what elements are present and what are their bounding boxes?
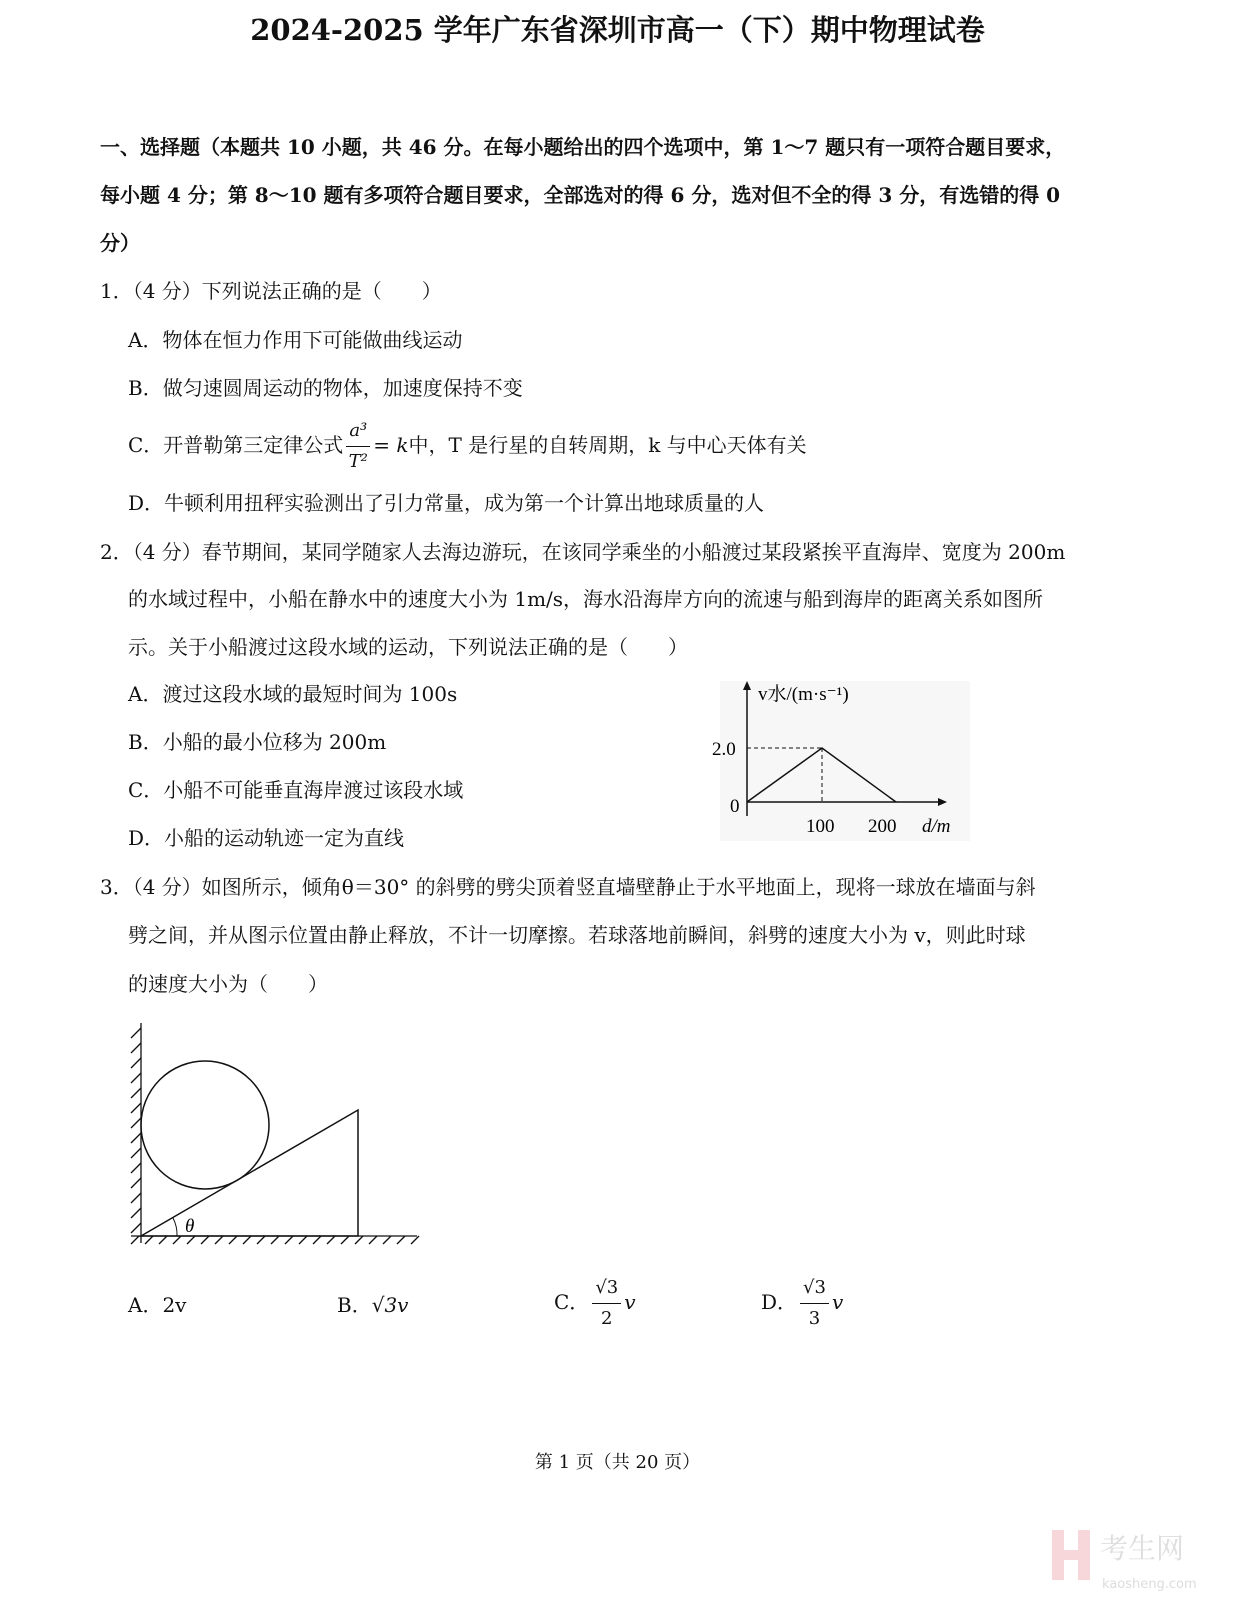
q1-option-c: [128, 418, 807, 475]
section-header: 一、选择题（本题共 10 小题，共 46 分。在每小题给出的四个选项中，第 1～7 题只有一项符合题目要求，: [100, 135, 1066, 159]
variable: v: [624, 1290, 636, 1314]
page-title: 2024-2025 学年广东省深圳市高一（下）期中物理试卷: [250, 13, 985, 47]
question-2-stem: 2．（4 分）春节期间，某同学随家人去海边游玩，在该同学乘坐的小船渡过某段紧挨平直海岸、宽度为 200m: [100, 540, 1066, 564]
origin-label: 0: [730, 796, 740, 817]
question-2-stem: 的水域过程中，小船在静水中的速度大小为 1m/s，海水沿海岸方向的流速与船到海岸的距离关系如图所: [128, 587, 1044, 611]
numerator: √3: [592, 1275, 621, 1304]
q1-option-b: B．做匀速圆周运动的物体，加速度保持不变: [128, 376, 523, 400]
option-label: B．: [337, 1293, 372, 1317]
option-value: √3v: [371, 1293, 409, 1317]
ball: [141, 1061, 269, 1189]
q2-option-b: B．小船的最小位移为 200m: [128, 730, 387, 754]
y-tick: 2.0: [712, 739, 736, 760]
question-1-stem: 1．（4 分）下列说法正确的是（ ）: [100, 279, 442, 303]
ground-hatching: [131, 1236, 419, 1244]
wedge-ball-diagram: [125, 1018, 425, 1253]
watermark-url: kaosheng.com: [1102, 1577, 1197, 1592]
angle-label: θ: [185, 1216, 195, 1237]
option-fraction: [592, 1275, 621, 1332]
watermark-logo: [1052, 1518, 1222, 1598]
denominator: T²: [348, 451, 368, 472]
x-tick: 100: [806, 816, 835, 837]
option-label: C．: [554, 1290, 590, 1314]
q2-option-d: D．小船的运动轨迹一定为直线: [128, 826, 405, 850]
formula-eq: = k: [373, 433, 409, 457]
x-axis-label: d/m: [922, 816, 951, 837]
velocity-distance-graph: [700, 676, 990, 846]
option-label: D．: [761, 1290, 798, 1314]
angle-arc: [173, 1218, 177, 1236]
q1-option-a: A．物体在恒力作用下可能做曲线运动: [128, 328, 463, 352]
y-axis-label: v水/(m·s⁻¹): [758, 684, 849, 705]
variable: v: [831, 1290, 844, 1314]
q3-option-a: A．2v: [128, 1293, 187, 1317]
q3-option-d: [761, 1272, 843, 1332]
question-2-stem: 示。关于小船渡过这段水域的运动，下列说法正确的是（ ）: [128, 635, 688, 659]
wall-hatching: [131, 1023, 141, 1243]
question-3-stem: 的速度大小为（ ）: [128, 972, 328, 996]
numerator: √3: [800, 1275, 829, 1304]
q2-option-a: A．渡过这段水域的最短时间为 100s: [128, 682, 458, 706]
option-text: C．开普勒第三定律公式: [128, 433, 344, 457]
page-footer: 第 1 页（共 20 页）: [534, 1452, 701, 1473]
numerator: a³: [346, 418, 370, 447]
question-3-stem: 3．（4 分）如图所示，倾角θ＝30° 的斜劈的劈尖顶着竖直墙壁静止于水平地面上，现将一球放在墙面与斜: [100, 875, 1036, 899]
kaosheng-logo-icon: [1052, 1518, 1222, 1598]
question-3-stem: 劈之间，并从图示位置由静止释放，不计一切摩擦。若球落地前瞬间，斜劈的速度大小为 v，则此时球: [128, 923, 1026, 947]
section-header: 每小题 4 分；第 8～10 题有多项符合题目要求，全部选对的得 6 分，选对但不全的得 3 分，有选错的得 0: [100, 183, 1061, 207]
option-fraction: [800, 1275, 829, 1332]
section-header: 分）: [100, 231, 140, 255]
x-tick: 200: [868, 816, 897, 837]
watermark-brand: 考生网: [1100, 1532, 1185, 1565]
denominator: 3: [808, 1308, 821, 1329]
option-text: 中，T 是行星的自转周期，k 与中心天体有关: [408, 433, 807, 457]
q3-option-c: [554, 1272, 636, 1332]
wedge: [141, 1110, 358, 1236]
q3-option-b: [337, 1292, 408, 1318]
denominator: 2: [601, 1308, 613, 1329]
q2-option-c: C．小船不可能垂直海岸渡过该段水域: [128, 778, 464, 802]
formula-fraction: [346, 418, 370, 475]
q1-option-d: D．牛顿利用扭秤实验测出了引力常量，成为第一个计算出地球质量的人: [128, 491, 765, 515]
